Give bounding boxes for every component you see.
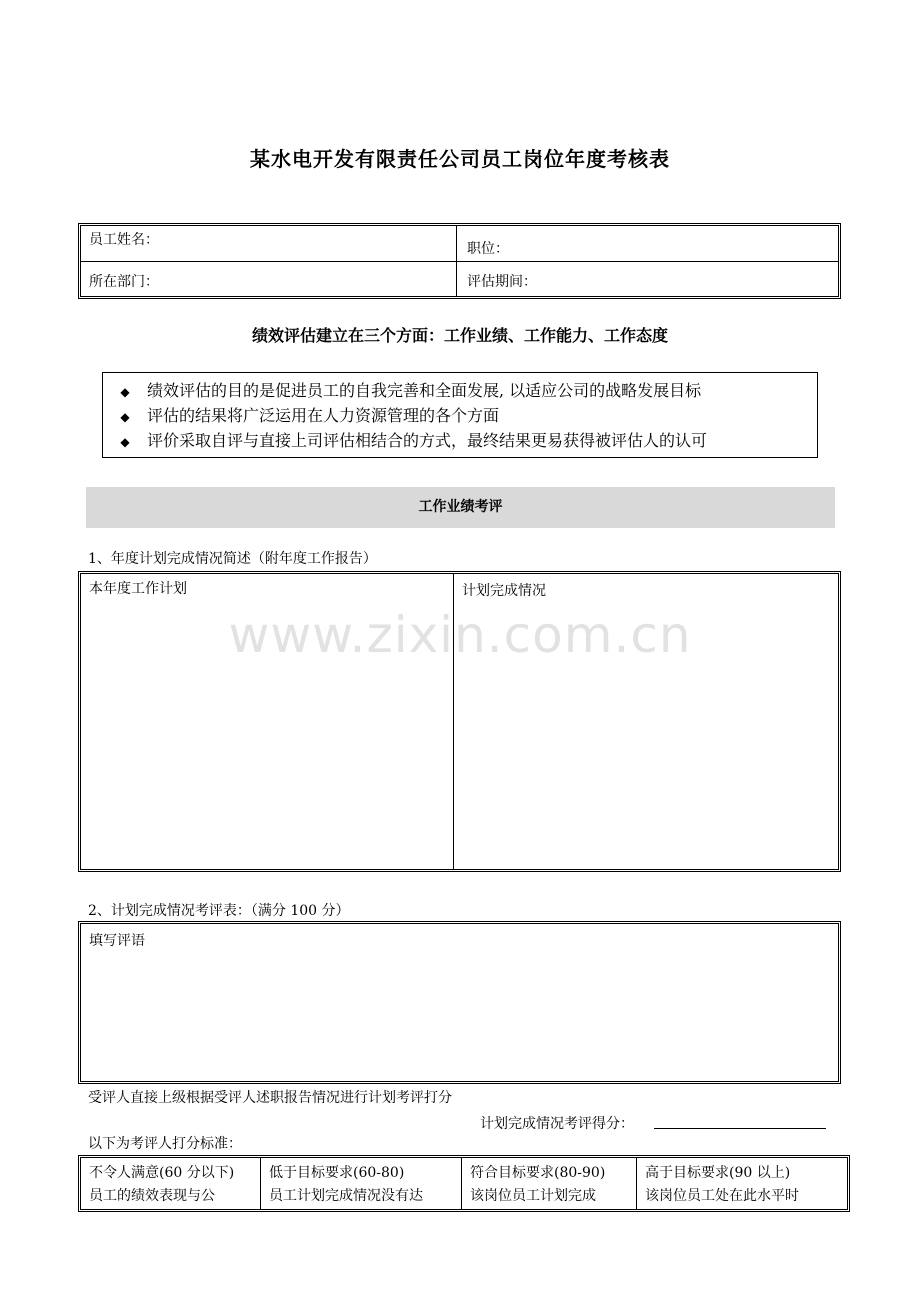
diamond-icon: ◆ — [120, 435, 130, 449]
employee-info-table — [78, 223, 841, 299]
annual-plan-column-label: 本年度工作计划 — [89, 581, 187, 597]
list-item: ◆ 评价采取自评与直接上司评估相结合的方式，最终结果更易获得被评估人的认可 — [103, 428, 817, 453]
list-item: ◆ 评估的结果将广泛运用在人力资源管理的各个方面 — [103, 403, 817, 428]
standard-cell-meets-target: 符合目标要求(80-90) 该岗位员工计划完成 — [470, 1165, 606, 1204]
standard-cell-below-target: 低于目标要求(60-80) 员工计划完成情况没有达 — [269, 1165, 423, 1204]
plan-completion-column-label: 计划完成情况 — [462, 583, 546, 599]
q1-heading: 1、年度计划完成情况简述（附年度工作报告） — [88, 551, 377, 567]
evaluation-aspects-heading: 绩效评估建立在三个方面：工作业绩、工作能力、工作态度 — [251, 326, 668, 345]
list-item: ◆ 绩效评估的目的是促进员工的自我完善和全面发展, 以适应公司的战略发展目标 — [103, 378, 817, 403]
diamond-icon: ◆ — [120, 410, 130, 424]
employee-name-field[interactable]: 员工姓名： — [89, 232, 159, 248]
standard-cell-unsatisfactory: 不令人满意(60 分以下) 员工的绩效表现与公 — [89, 1165, 235, 1204]
q2-heading: 2、计划完成情况考评表：（满分 100 分） — [88, 903, 350, 919]
standards-heading: 以下为考评人打分标准： — [88, 1136, 242, 1152]
watermark: www.zixin.com.cn — [228, 606, 692, 664]
standard-cell-above-target: 高于目标要求(90 以上) 该岗位员工处在此水平时 — [645, 1165, 799, 1204]
comment-box-label: 填写评语 — [89, 933, 145, 949]
diamond-icon: ◆ — [120, 385, 130, 399]
evaluation-principles-box — [102, 372, 818, 458]
section-header-work-performance: 工作业绩考评 — [86, 487, 835, 528]
department-field[interactable]: 所在部门： — [89, 274, 159, 290]
page-title: 某水电开发有限责任公司员工岗位年度考核表 — [250, 147, 670, 171]
evaluation-period-field[interactable]: 评估期间： — [467, 274, 537, 290]
score-input-line[interactable] — [654, 1128, 826, 1129]
comment-box[interactable] — [78, 921, 841, 1084]
scoring-standards-table — [78, 1155, 850, 1212]
position-field[interactable]: 职位： — [467, 241, 509, 257]
score-label: 计划完成情况考评得分： — [480, 1116, 634, 1132]
scoring-note: 受评人直接上级根据受评人述职报告情况进行计划考评打分 — [88, 1090, 452, 1106]
